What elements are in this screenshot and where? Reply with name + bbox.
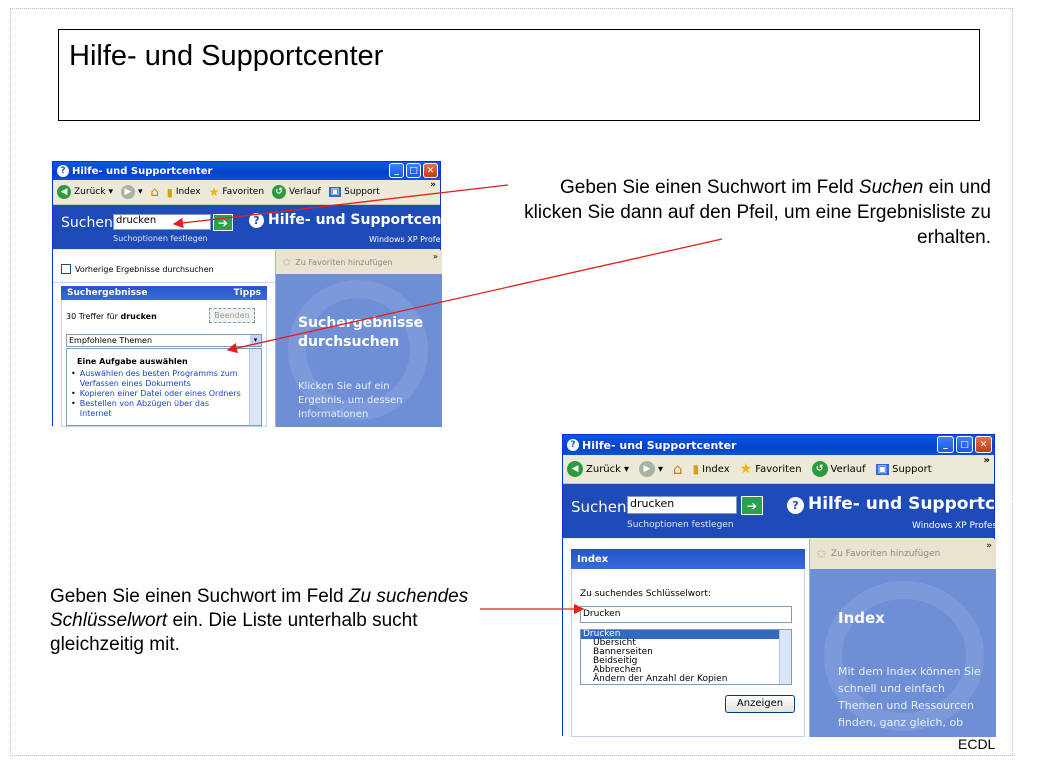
result-item[interactable]: • Bestellen von Abzügen über das Internet (71, 399, 210, 418)
add-favorite-bar[interactable]: ✩ Zu Favoriten hinzufügen » (276, 250, 442, 274)
back-arrow-icon: ◀ (567, 461, 583, 477)
book-icon: ▮ (166, 185, 173, 199)
index-button[interactable]: ▮ Index (166, 185, 201, 199)
previous-results-checkbox-row[interactable]: Vorherige Ergebnisse durchsuchen (61, 264, 214, 274)
favorites-button[interactable]: ★ Favoriten (739, 461, 802, 477)
callout-index-instructions: Geben Sie einen Suchwort im Feld Zu suchendes Schlüsselwort ein. Die Liste unterhalb sucht gleichzeitig mit. (50, 586, 469, 655)
search-options-link[interactable]: Suchoptionen festlegen (113, 234, 208, 243)
support-icon: ▣ (877, 463, 888, 475)
tips-link[interactable]: Tipps (233, 288, 261, 298)
support-icon: ▣ (330, 187, 340, 197)
footer-label: ECDL (958, 736, 996, 752)
back-button[interactable]: ◀ Zurück ▾ (57, 185, 113, 199)
pane-text: Mit dem Index können Sie schnell und einfach Themen und Ressourcen finden, ganz gleich, ob (838, 665, 981, 729)
support-button[interactable]: ▣ Support (877, 463, 932, 475)
help-icon: ? (567, 439, 579, 451)
close-button[interactable]: ✕ (423, 163, 438, 178)
toolbar-overflow-chevron[interactable]: » (983, 455, 990, 466)
search-input[interactable]: drucken (113, 214, 211, 230)
search-input[interactable]: drucken (627, 496, 737, 514)
result-item[interactable]: • Auswählen des besten Programms zum Verfassen eines Dokuments (71, 369, 238, 388)
list-item[interactable]: Abbrechen (593, 665, 642, 675)
list-item[interactable]: Beidseitig (593, 656, 638, 666)
help-brand-icon: ? (787, 497, 804, 514)
star-icon: ★ (208, 185, 220, 199)
search-label: Suchen (61, 215, 113, 231)
pane-title: Suchergebnisse durchsuchen (298, 315, 424, 350)
dropdown-arrow-icon: ▾ (250, 335, 261, 346)
result-item[interactable]: • Kopieren einer Datei oder eines Ordners (71, 389, 241, 398)
forward-button[interactable]: ▶ ▾ (121, 185, 143, 199)
arrow-to-results-list (228, 239, 722, 350)
help-icon: ? (57, 165, 69, 177)
search-go-button[interactable]: ➔ (741, 496, 763, 515)
keyword-input[interactable]: Drucken (580, 606, 792, 623)
windows-edition: Windows XP Professio (369, 235, 456, 244)
list-item[interactable]: Bannerseiten (593, 647, 653, 657)
pane-title: Index (838, 609, 885, 627)
book-icon: ▮ (692, 462, 700, 476)
forward-button[interactable]: ▶ ▾ (639, 461, 663, 477)
favorites-button[interactable]: ★ Favoriten (208, 185, 265, 199)
home-icon: ⌂ (150, 184, 159, 200)
index-button[interactable]: ▮ Index (692, 462, 730, 476)
hits-count: 30 Treffer für drucken (66, 312, 157, 321)
stop-button[interactable]: Beenden (209, 308, 255, 323)
keyword-label: Zu suchendes Schlüsselwort: (580, 589, 711, 599)
star-icon: ★ (739, 461, 753, 477)
add-favorite-bar[interactable]: ✩ Zu Favoriten hinzufügen » (810, 539, 996, 569)
forward-arrow-icon: ▶ (121, 185, 135, 199)
slide-title: Hilfe- und Supportcenter (69, 40, 384, 72)
window-title: Hilfe- und Supportcenter (582, 438, 737, 452)
pane-text: Klicken Sie auf ein Ergebnis, um dessen Informationen (298, 381, 403, 420)
history-icon: ↺ (272, 185, 286, 199)
back-arrow-icon: ◀ (57, 185, 71, 199)
back-button[interactable]: ◀ Zurück ▾ (567, 461, 629, 477)
topics-dropdown[interactable]: Empfohlene Themen ▾ (66, 334, 262, 347)
list-item[interactable]: Ändern der Anzahl der Kopien (593, 674, 728, 684)
task-heading: Eine Aufgabe auswählen (77, 357, 188, 366)
search-options-link[interactable]: Suchoptionen festlegen (627, 520, 734, 530)
search-go-button[interactable]: ➔ (213, 214, 233, 231)
list-item[interactable]: Übersicht (593, 638, 636, 648)
help-brand-icon: ? (249, 213, 264, 228)
history-button[interactable]: ↺ Verlauf (272, 185, 321, 199)
maximize-button[interactable]: □ (956, 436, 973, 453)
arrow-to-search-field (174, 185, 508, 224)
window-title: Hilfe- und Supportcenter (72, 165, 213, 177)
help-center-brand: ? Hilfe- und Supportcente (249, 212, 458, 228)
forward-arrow-icon: ▶ (639, 461, 655, 477)
support-button[interactable]: ▣ Support (330, 187, 380, 197)
minimize-button[interactable]: _ (389, 163, 404, 178)
windows-edition: Windows XP Professio (912, 521, 1010, 531)
history-button[interactable]: ↺ Verlauf (812, 461, 866, 477)
star-plus-icon: ✩ (282, 255, 292, 269)
results-header: Suchergebnisse Tipps (61, 286, 267, 300)
minimize-button[interactable]: _ (937, 436, 954, 453)
star-plus-icon: ✩ (816, 546, 827, 562)
home-icon: ⌂ (673, 460, 683, 478)
history-icon: ↺ (812, 461, 828, 477)
search-label: Suchen (571, 498, 627, 516)
show-button[interactable]: Anzeigen (725, 695, 795, 713)
maximize-button[interactable]: □ (406, 163, 421, 178)
close-button[interactable]: ✕ (975, 436, 992, 453)
list-item-selected[interactable]: Drucken (581, 630, 791, 639)
help-center-brand: ? Hilfe- und Supportcente (787, 494, 1038, 514)
callout-search-instructions: Geben Sie einen Suchwort im Feld Suchen ein und klicken Sie dann auf den Pfeil, um eine Ergebnisliste zu erhalten. (524, 177, 991, 248)
index-header: Index (571, 549, 805, 569)
toolbar-overflow-chevron[interactable]: » (430, 180, 436, 190)
